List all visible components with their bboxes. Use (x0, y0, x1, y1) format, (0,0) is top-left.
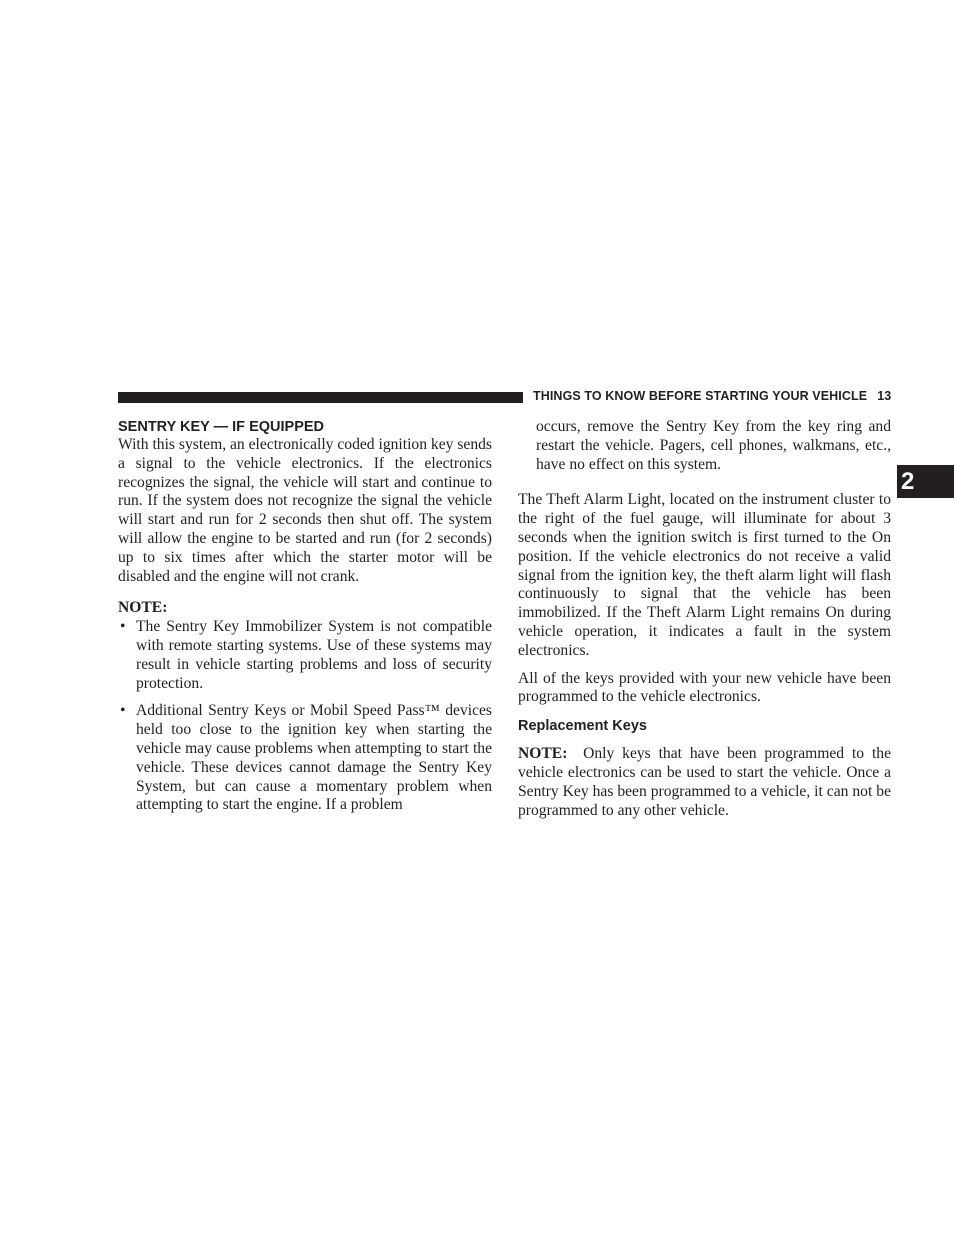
page-number: 13 (877, 389, 892, 403)
running-header (533, 389, 891, 403)
list-item: • Additional Sentry Keys or Mobil Speed Pass™ devices held too close to the ignition key when starting the vehicle may cause problems when attempting to start the vehicle. These devices cannot damage the Sentry Key System, but can cause a momentary problem when attempting to start the engine. If a problem (120, 702, 492, 814)
list-item: • The Sentry Key Immobilizer System is not compatible with remote starting systems. Use of these systems may result in vehicle starting problems and loss of security protection. (120, 618, 492, 692)
keys-paragraph: All of the keys provided with your new vehicle have been programmed to the vehicle electronics. (518, 669, 891, 706)
bullet-continuation: occurs, remove the Sentry Key from the key ring and restart the vehicle. Pagers, cell phones, walkmans, etc., have no effect on this system. (536, 418, 891, 473)
bullet-icon: • (120, 702, 126, 720)
theft-alarm-paragraph: The Theft Alarm Light, located on the instrument cluster to the right of the fuel gauge, will illuminate for about 3 seconds when the ignition switch is first turned to the On position. If the vehicle electronics do not receive a valid signal from the ignition key, the theft alarm light will flash continuously to signal that the vehicle has been immobilized. If the Theft Alarm Light remains On during vehicle operation, it indicates a fault in the system electronics. (518, 491, 891, 659)
intro-paragraph: With this system, an electronically coded ignition key sends a signal to the vehicle electronics. If the electronics recognizes the signal, the vehicle will start and continue to run. If the system does not recognize the signal the vehicle will start and run for 2 seconds then shut off. The system will allow the engine to be started and run (for 2 seconds) up to six times after which the starter motor will be disabled and the engine will not crank. (118, 436, 492, 585)
note-bullets (118, 618, 492, 815)
replacement-keys-heading: Replacement Keys (518, 718, 647, 735)
note-label: NOTE: (518, 745, 568, 763)
right-column (518, 418, 891, 820)
note-label: NOTE: (118, 599, 168, 617)
section-title: THINGS TO KNOW BEFORE STARTING YOUR VEHICLE (533, 389, 868, 403)
note-text: Only keys that have been programmed to the vehicle electronics can be used to start the vehicle. Once a Sentry Key has been programmed to a vehicle, it can not be programmed to any other vehicle. (518, 745, 891, 819)
bullet-icon: • (120, 618, 126, 636)
header-rule (118, 392, 523, 403)
replacement-note (518, 745, 891, 820)
chapter-tab: 2 (897, 465, 954, 498)
section-heading: SENTRY KEY — IF EQUIPPED (118, 419, 325, 435)
left-column (118, 418, 492, 815)
